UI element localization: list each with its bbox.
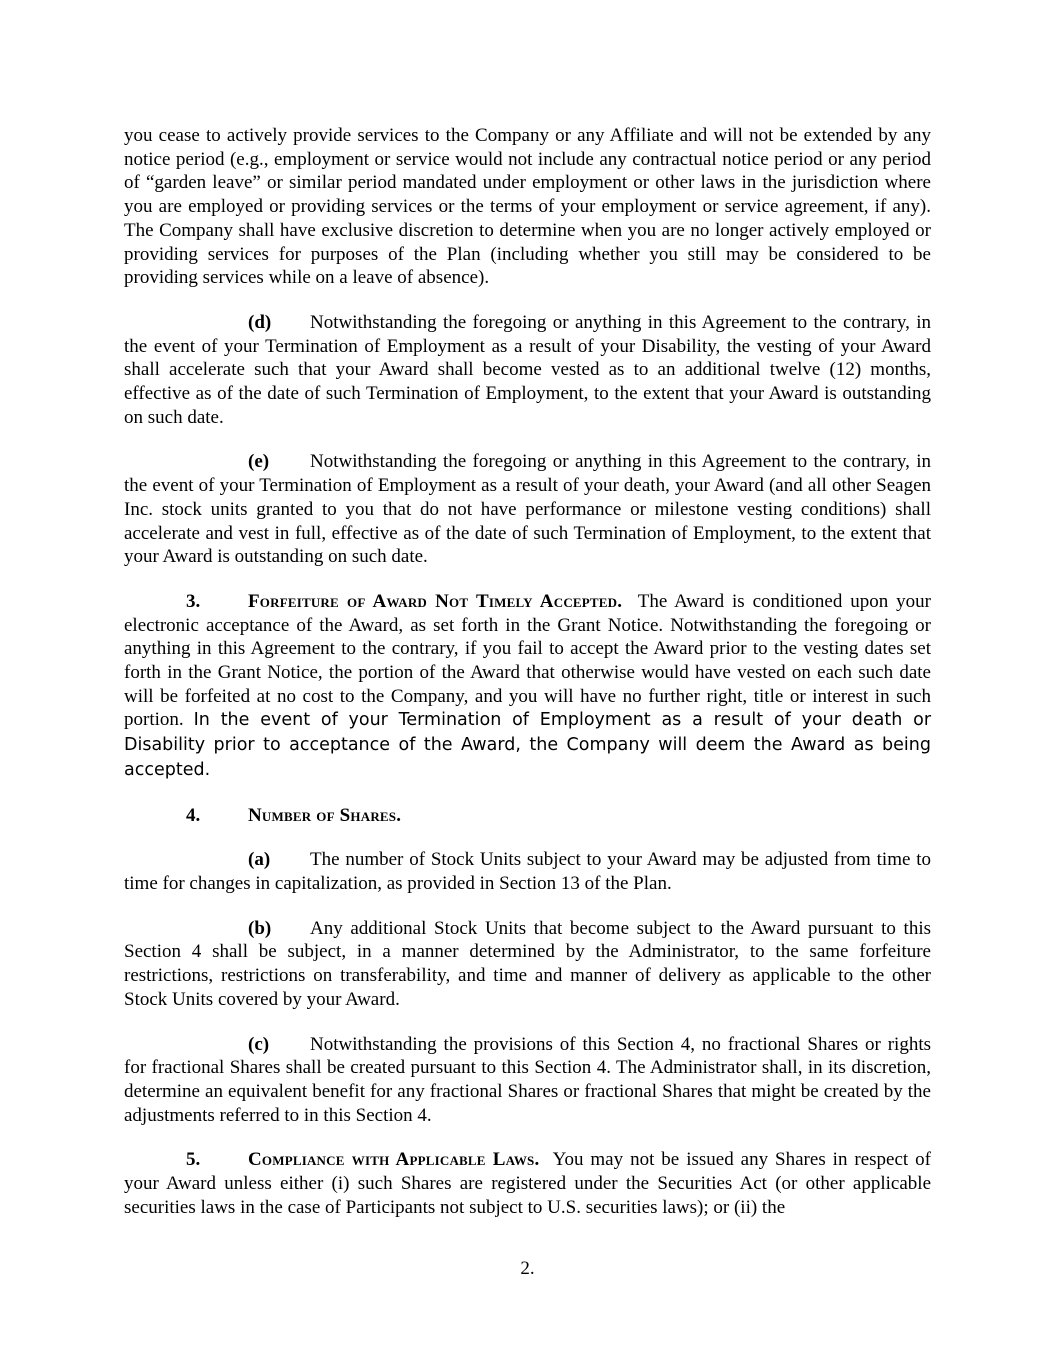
continuation-paragraph: you cease to actively provide services to the Company or any Affiliate and will not be extended by any notice period (e.g., employment or service would not include any contractual notice period or any period of “garden leave” or similar period mandated under employment or other laws in the jurisdiction where you are employed or providing services or the terms of your employment or service agreement, if any). The Company shall have exclusive discretion to determine when you are no longer actively employed or providing services for purposes of the Plan (including whether you still may be considered to be providing services while on a leave of absence).	[124, 125, 931, 289]
section-4c-label: (c)	[248, 1033, 270, 1055]
section-4a-label: (a)	[248, 849, 271, 871]
section-4c-paragraph	[124, 1033, 931, 1128]
section-4b-text: Any additional Stock Units that become subject to the Award pursuant to this Section 4 shall be subject, in a manner determined by the Administrator, to the same forfeiture restrictions, restrictions on transferability, and time and manner of delivery as applicable to the other Stock Units covered by your Award.	[124, 917, 931, 1010]
page-number: 2.	[520, 1258, 535, 1279]
section-5-paragraph	[124, 1148, 931, 1219]
section-2d-text: Notwithstanding the foregoing or anything in this Agreement to the contrary, in the event of your Termination of Employment as a result of your Disability, the vesting of your Award shall accelerate such that your Award shall become vested as to an additional twelve (12) months, effective as of the date of such Termination of Employment, to the extent that your Award is outstanding on such date.	[124, 311, 931, 428]
section-4a-text: The number of Stock Units subject to your Award may be adjusted from time to time for changes in capitalization, as provided in Section 13 of the Plan.	[124, 849, 931, 894]
section-3-text-acceptance: In the event of your Termination of Employment as a result of your death or Disability prior to acceptance of the Award, the Company will deem the Award as being accepted.	[124, 710, 932, 780]
section-2e-paragraph	[124, 450, 931, 569]
section-5-text: You may not be issued any Shares in respect of your Award unless either (i) such Shares are registered under the Securities Act (or other applicable securities laws in the case of Participants not subject to U.S. securities laws); or (ii) the	[124, 1149, 931, 1218]
section-3-number: 3.	[186, 590, 201, 612]
section-4-number: 4.	[186, 804, 201, 826]
section-3-paragraph	[124, 590, 931, 783]
section-2d-paragraph	[124, 311, 931, 430]
section-2e-text: Notwithstanding the foregoing or anything in this Agreement to the contrary, in the event of your Termination of Employment as a result of your death, your Award (and all other Seagen Inc. stock units granted to you that do not have performance or milestone vesting conditions) shall accelerate and vest in full, effective as of the date of such Termination of Employment, to the extent that your Award is outstanding on such date.	[124, 451, 931, 568]
section-4-heading	[124, 804, 931, 828]
section-4a-paragraph	[124, 848, 931, 895]
section-2e-label: (e)	[248, 451, 270, 473]
section-5-number: 5.	[186, 1149, 201, 1171]
section-4c-text: Notwithstanding the provisions of this Section 4, no fractional Shares or rights for fractional Shares shall be created pursuant to this Section 4. The Administrator shall, in its discretion, determine an equivalent benefit for any fractional Shares or fractional Shares that might be created by the adjustments referred to in this Section 4.	[124, 1033, 931, 1126]
section-3-text: The Award is conditioned upon your electronic acceptance of the Award, as set forth in the Grant Notice. Notwithstanding the foregoing or anything in this Agreement to the contrary, if you fail to accept the Award prior to the vesting dates set forth in the Grant Notice, the portion of the Award that otherwise would have vested on each such date will be forfeited at no cost to the Company, and you will have no further right, title or interest in such portion.	[124, 590, 931, 731]
section-4b-paragraph	[124, 917, 931, 1012]
document-page	[124, 124, 931, 1240]
section-4-title: Number of Shares.	[248, 804, 402, 826]
section-2d-label: (d)	[248, 311, 272, 333]
section-3-title: Forfeiture of Award Not Timely Accepted.	[248, 590, 623, 612]
section-4b-label: (b)	[248, 917, 272, 939]
section-5-title: Compliance with Applicable Laws.	[248, 1149, 540, 1171]
